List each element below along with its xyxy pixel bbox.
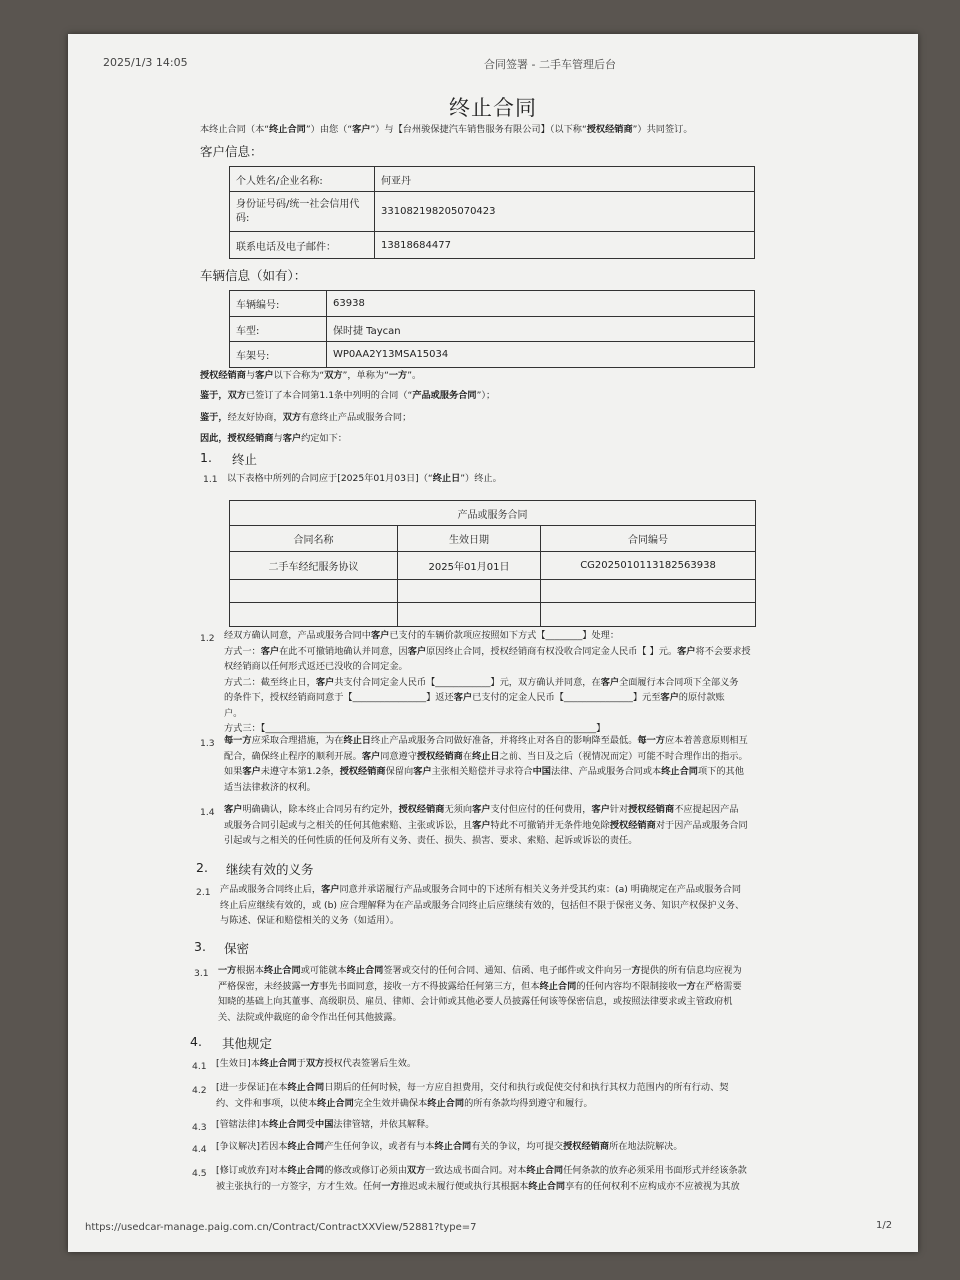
recital-therefore: 因此，授权经销商与客户约定如下： [200,433,347,444]
section-3-number: 3. [194,939,206,954]
vehicle-info-heading: 车辆信息（如有）： [200,268,307,283]
clause-1-3-text: 每一方应采取合理措施，为在终止日终止产品或服务合同做好准备，并将终止对各自的影响降至最低。每一方应本着善意原则相互 配合，确保终止程序的顺利开展。客户同意遵守授权经销商在终止日之前、当日及之后（视情况而定）可能不时合理作出的指示。 如果客户未遵守本第1.2条，授权经销商保留向客户主张相关赔偿并寻求符合中国法律、产品或服务合同或本终止合同项下的其他 适当法律救济的权利。 [224,735,748,793]
document-title: 终止合同 [449,96,537,120]
customer-info-table [229,166,755,259]
contract-table-caption-row: 产品或服务合同 [230,501,756,526]
clause-4-4-text: [争议解决]若因本终止合同产生任何争议，或者有与本终止合同有关的争议，均可提交授权经销商所在地法院解决。 [216,1141,683,1152]
contract-table-header-row: 合同名称 生效日期 合同编号 [230,526,756,552]
clause-3-1-number: 3.1 [194,968,209,979]
intro-paragraph: 本终止合同（本“终止合同”）由您（“客户”）与【台州骏保捷汽车销售服务有限公司】（以下称“授权经销商”）共同签订。 [200,124,693,135]
customer-row-name: 个人姓名/企业名称: 何亚丹 [230,167,755,192]
print-page-title: 合同签署 - 二手车管理后台 [484,58,616,71]
clause-3-1-text: 一方根据本终止合同或可能就本终止合同签署或交付的任何合同、通知、信函、电子邮件或文件向另一方提供的所有信息均应视为 严格保密，未经披露一方事先书面同意，接收一方不得披露给任何第三方，但本终止合同的任何内容均不限制接收一方在严格需要 知晓的基础上向其董事、高级职员、雇员、律师、会计师或其他必要人员披露任何该等保密信息，或按照法律要求或主管政府机 关、法院或仲裁庭的命令作出任何其他披露。 [218,965,742,1023]
clause-1-4-number: 1.4 [200,807,215,818]
document-page [68,34,918,1252]
section-4-number: 4. [190,1034,202,1049]
clause-1-1-text: 以下表格中所列的合同应于[2025年01月03日]（“终止日”）终止。 [227,473,502,484]
clause-4-2-text: [进一步保证]在本终止合同日期后的任何时候，每一方应自担费用，交付和执行或促使交付和执行其权力范围内的所有行动、契 约、文件和事项，以使本终止合同完全生效并确保本终止合同的所有条款均得到遵守和履行。 [216,1082,729,1109]
print-datetime: 2025/1/3 14:05 [103,56,188,69]
vehicle-row-model: 车型: 保时捷 Taycan [230,317,755,342]
section-2-number: 2. [196,860,208,875]
contract-table-empty-row [230,580,756,603]
print-page-number: 1/2 [876,1220,893,1231]
section-3-title: 保密 [224,941,250,956]
recital-whereas-1: 鉴于，双方已签订了本合同第1.1条中列明的合同（“产品或服务合同”）； [200,390,496,401]
clause-2-1-number: 2.1 [196,887,211,898]
contract-table-empty-row [230,603,756,627]
section-2-title: 继续有效的义务 [226,862,314,877]
section-1-number: 1. [200,450,212,465]
clause-4-3-text: [管辖法律]本终止合同受中国法律管辖，并依其解释。 [216,1119,435,1130]
customer-row-id: 身份证号码/统一社会信用代码: 331082198205070423 [230,192,755,232]
clause-4-5-number: 4.5 [192,1168,207,1179]
clause-1-1-number: 1.1 [203,474,218,485]
vehicle-row-number: 车辆编号: 63938 [230,291,755,317]
customer-row-contact: 联系电话及电子邮件： 13818684477 [230,232,755,259]
clause-4-1-number: 4.1 [192,1061,207,1072]
clause-4-4-number: 4.4 [192,1144,207,1155]
vehicle-info-table [229,290,755,368]
clause-1-2-text: 经双方确认同意，产品或服务合同中客户已支付的车辆价款项应按照如下方式【________】处理： 方式一：客户在此不可撤销地确认并同意，因客户原因终止合同，授权经销商有权没收合同定金人民币【 】元。客户将不会要求授 权经销商以任何形式返还已没收的合同定金。 方式二：截至终止日，客户共支付合同定金人民币【____________】元，双方确认并同意，在客户全面履行本合同项下全部义务 的条件下，授权经销商同意于【________________】返还客户已支付的定金人民币【_______________】元至客户的原付款账 户。 方式三：【________________________________________________________________________】 [224,630,751,734]
contract-table-row: 二手车经纪服务协议 2025年01月01日 CG2025010113182563938 [230,552,756,580]
section-1-title: 终止 [232,452,258,467]
section-4-title: 其他规定 [222,1036,273,1051]
vehicle-row-vin: 车架号: WP0AA2Y13MSA15034 [230,342,755,368]
clause-4-3-number: 4.3 [192,1122,207,1133]
clause-4-5-text: [修订或放弃]对本终止合同的修改或修订必须由双方一致达成书面合同。对本终止合同任何条款的放弃必须采用书面形式并经该条款 被主张执行的一方签字，方才生效。任何一方推迟或未履行便或执行其根据本终止合同享有的任何权利不应构成亦不应被视为其放 [216,1165,747,1192]
clause-1-4-text: 客户明确确认，除本终止合同另有约定外，授权经销商无须向客户支付但应付的任何费用，客户针对授权经销商不应提起因产品 或服务合同引起或与之相关的任何其他索赔、主张或诉讼，且客户特此不可撤销并无条件地免除授权经销商对于因产品或服务合同 引起或与之相关的任何性质的任何及所有义务、责任、损失、损害、要求、索赔、起诉或诉讼的责任。 [224,804,748,846]
print-url: https://usedcar-manage.paig.com.cn/Contract/ContractXXView/52881?type=7 [85,1222,477,1233]
clause-2-1-text: 产品或服务合同终止后，客户同意并承诺履行产品或服务合同中的下述所有相关义务并受其约束：(a) 明确规定在产品或服务合同 终止后应继续有效的，或 (b) 应合理解释为在产品或服务合同终止后应继续有效的，包括但不限于保密义务、知识产权保护义务、 与陈述、保证和赔偿相关的义务（如适用）。 [220,884,745,926]
clause-4-1-text: [生效日]本终止合同于双方授权代表签署后生效。 [216,1058,417,1069]
customer-info-heading: 客户信息： [200,144,263,159]
clause-1-3-number: 1.3 [200,738,215,749]
clause-1-2-number: 1.2 [200,633,215,644]
recital-whereas-2: 鉴于，经友好协商，双方有意终止产品或服务合同； [200,412,412,423]
clause-4-2-number: 4.2 [192,1085,207,1096]
terminated-contract-table [229,500,756,627]
recital-parties: 授权经销商与客户以下合称为“双方”，单称为“一方”。 [200,370,422,381]
